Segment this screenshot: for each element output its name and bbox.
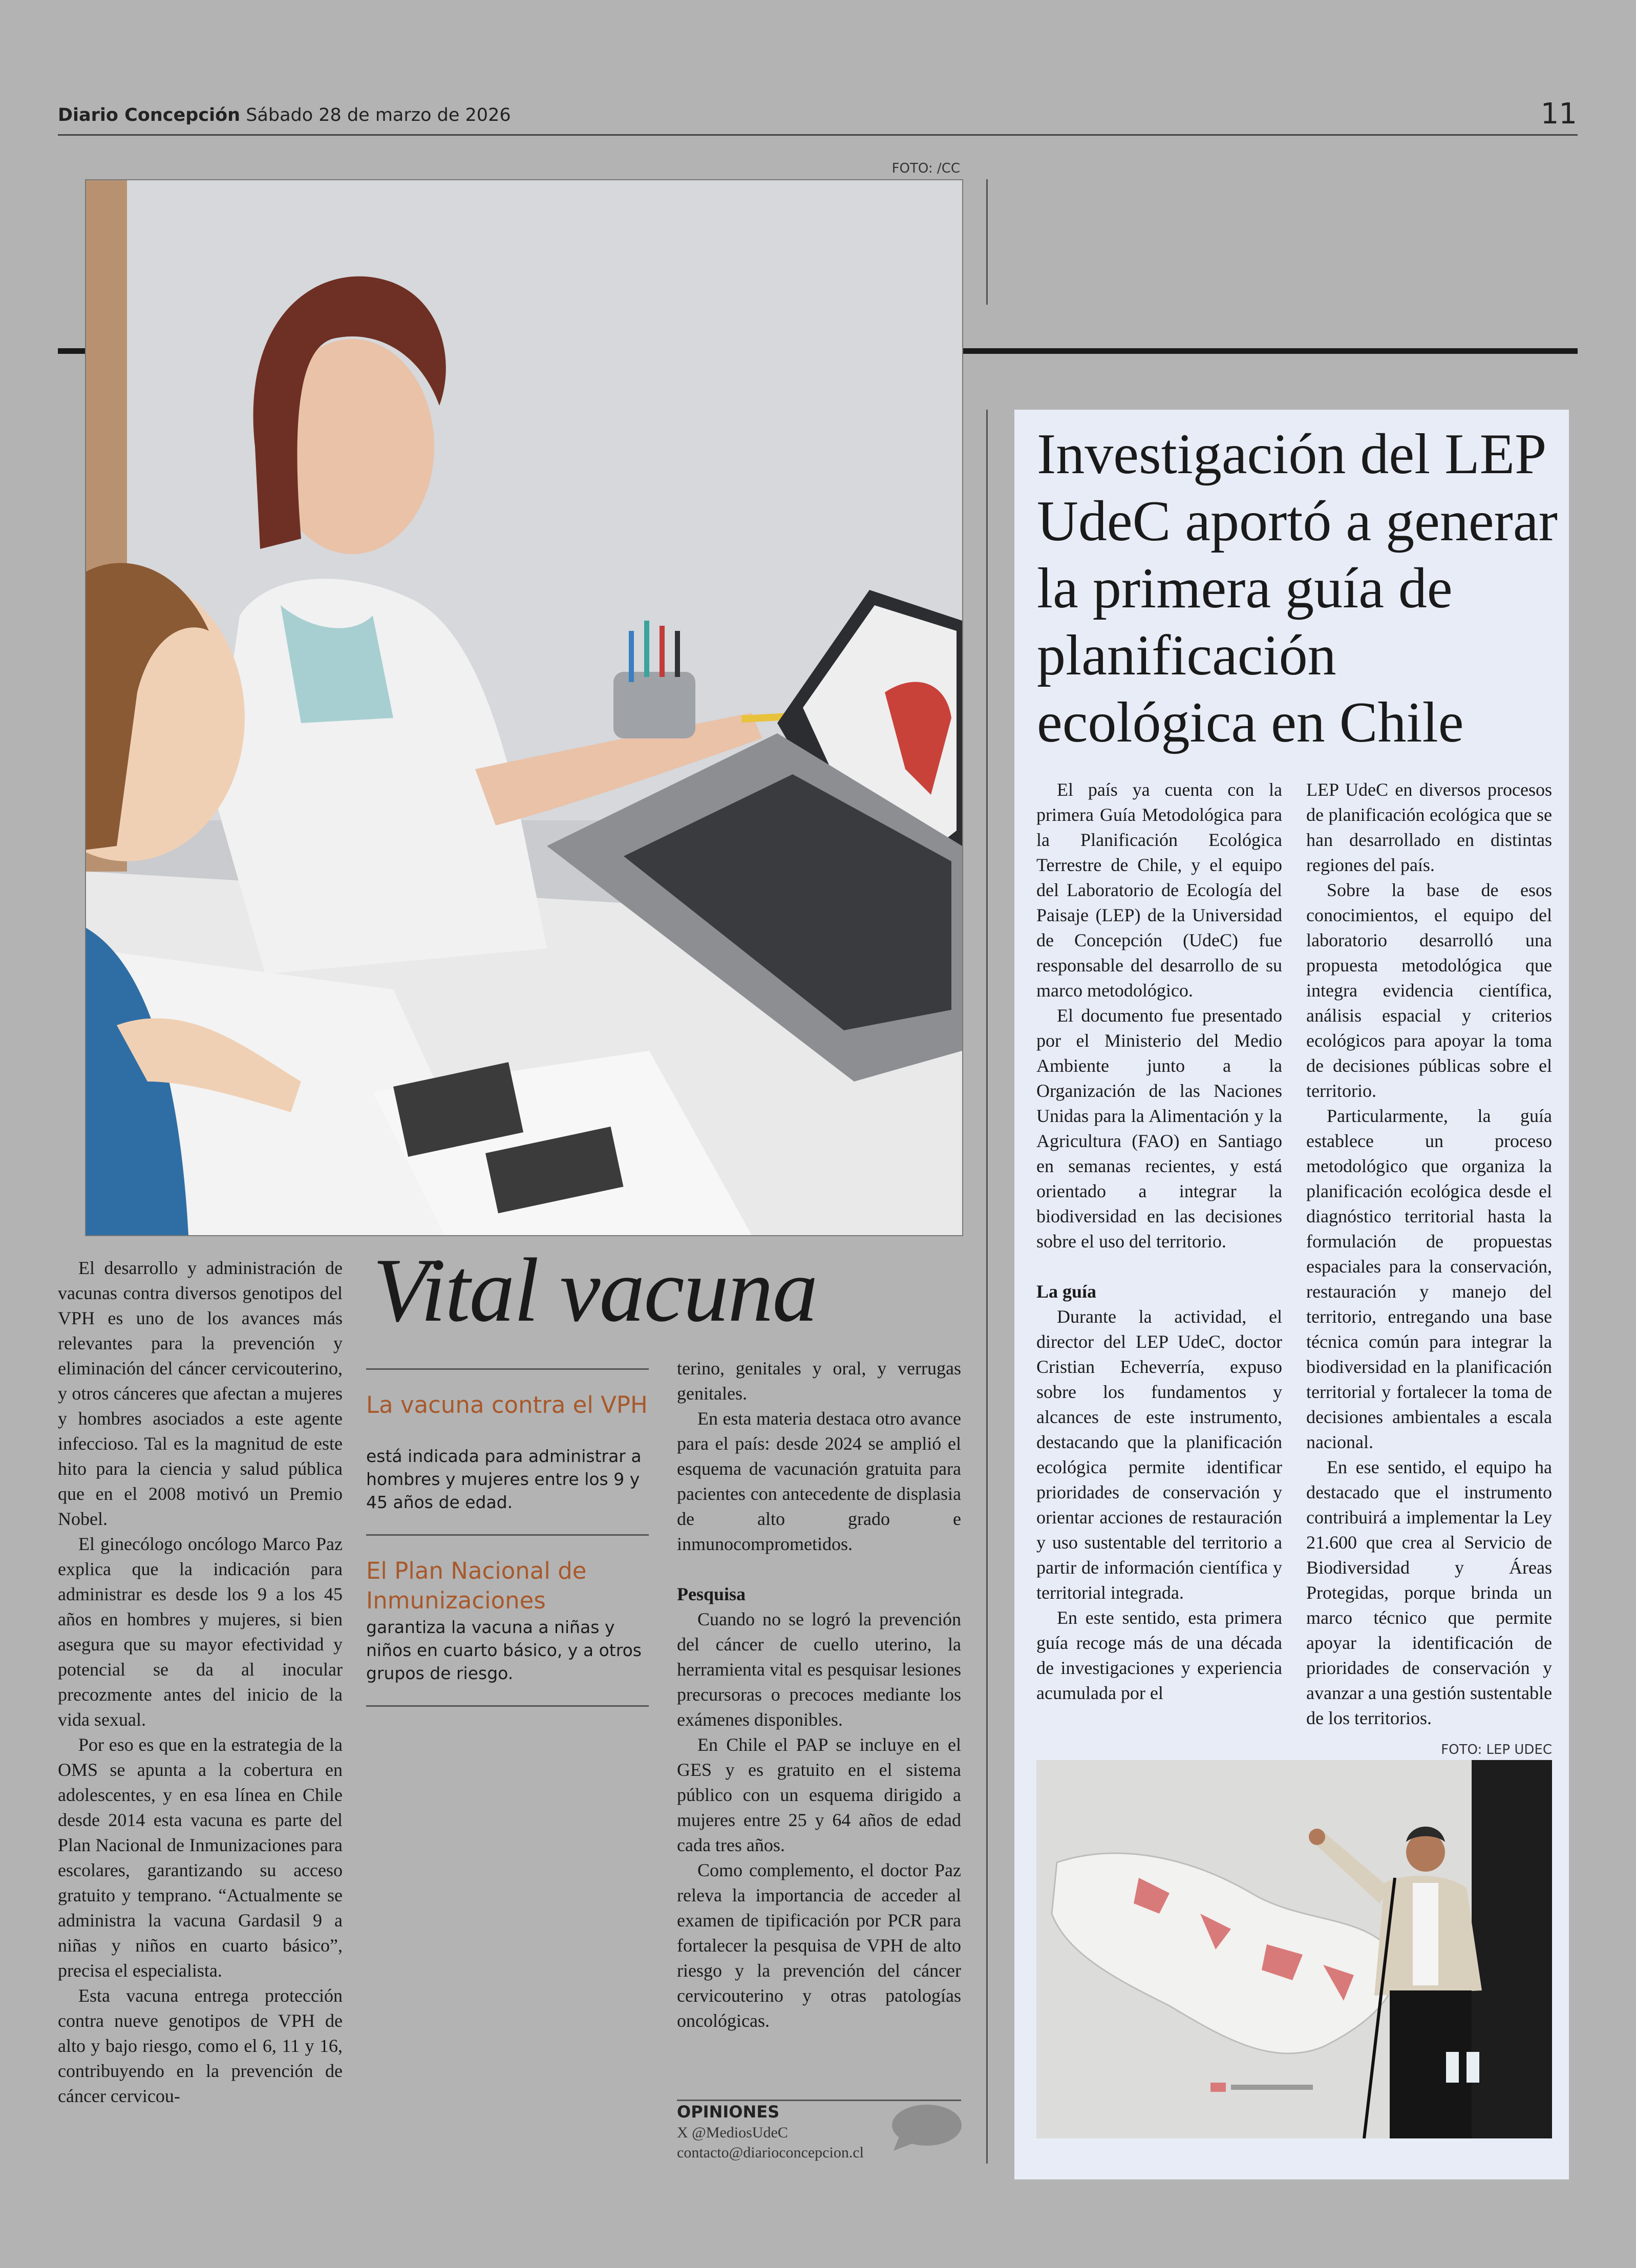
social-handle[interactable]: X @MediosUdeC [677,2124,788,2141]
right-article-column-1 [1036,777,1282,1706]
paragraph: El ginecólogo oncólogo Marco Paz explica que la indicación para administrar es desde los 9 a los 45 años en hombres y mujeres, si bien asegura que su mayor efectividad y potencial se da al inocular precozmente antes del inicio de la vida sexual. [58,1534,343,1730]
paragraph: El documento fue presentado por el Ministerio del Medio Ambiente junto a la Organización de las Naciones Unidas para la Alimentación y la Agricultura (FAO) en Santiago en semanas recientes, y está orientado a integrar la biodiversidad en las decisiones sobre el uso del territorio. [1036,1005,1282,1252]
right-article-headline: Investigación del LEP UdeC aportó a generar la primera guía de planificación ecológica en Chile [1037,422,1558,754]
photo-credit: FOTO: /CC [891,161,960,176]
paragraph: Esta vacuna entrega protección contra nueve genotipos de VPH de alto y bajo riesgo, como el 6, 11 y 16, contribuyendo en la prevención de cáncer cervicou- [58,1985,343,2106]
opiniones-label: OPINIONES [677,2102,780,2122]
paragraph: En esta materia destaca otro avance para el país: desde 2024 se amplió el esquema de vacunación gratuita para pacientes con antecedente de displasia de alto grado e inmunocomprometidos. [677,1408,961,1554]
speaker-presentation-illustration [1036,1760,1552,2138]
paragraph: En Chile el PAP se incluye en el GES y es gratuito en el sistema público con un esquema dirigido a mujeres entre 25 y 64 años de edad cada tres años. [677,1734,961,1855]
paragraph: terino, genitales y oral, y verrugas genitales. [677,1358,961,1404]
paragraph: El desarrollo y administración de vacunas contra diversos genotipos del VPH es uno de los avances más relevantes para la prevención y eliminación del cáncer cervicouterino, y otros cánceres que afectan a mujeres y hombres asociados a este agente infeccioso. Tal es la magnitud de este hito para la ciencia y salud pública que en el 2008 motivó un Premio Nobel. [58,1258,343,1529]
paragraph: Por eso es que en la estrategia de la OMS se apunta a la cobertura en adolescentes, y en esa línea en Chile desde 2014 esta vacuna es parte del Plan Nacional de Inmunizaciones para escolares, garantizando su acceso gratuito y temprano. “Actualmente se administra la vacuna Gardasil 9 a niñas y niños en cuarto básico”, precisa el especialista. [58,1734,343,1981]
sidebar-heading-2: El Plan Nacional de Inmunizaciones [366,1557,587,1614]
article-title: Vital vacuna [373,1239,817,1341]
speech-bubble-icon [888,2104,963,2153]
paper-name: Diario Concepción [58,105,241,125]
paragraph: Cuando no se logró la prevención del cáncer de cuello uterino, la herramienta vital es pesquisar lesiones precursoras o precoces mediante los exámenes disponibles. [677,1609,961,1730]
left-article-column-1 [58,1256,343,2109]
section-rule-right [961,348,1578,354]
sidebar-facts [366,1368,649,1707]
header-rule [58,134,1578,136]
column-divider [986,410,988,2164]
issue-date: Sábado 28 de marzo de 2026 [246,105,511,125]
paragraph: El país ya cuenta con la primera Guía Metodológica para la Planificación Ecológica Terrestre de Chile, y el equipo del Laboratorio de Ecología del Paisaje (LEP) de la Universidad de Concepción (UdeC) fue responsable del desarrollo de su marco metodológico. [1036,779,1282,1001]
doctor-consultation-illustration [86,180,962,1235]
article-photo-doctor [85,179,963,1236]
section-rule-left [58,348,86,354]
left-article-column-3 [677,1356,961,2033]
opiniones-rule [677,2100,961,2101]
paragraph: Durante la actividad, el director del LEP UdeC, doctor Cristian Echeverría, expuso sobre los fundamentos y alcances de este instrumento, destacando que la planificación ecológica permite identificar prioridades de conservación y orientar acciones de restauración y uso sustentable del territorio a partir de información científica y territorial integrada. [1036,1306,1282,1603]
paragraph: LEP UdeC en diversos procesos de planificación ecológica que se han desarrollado en distintas regiones del país. [1306,779,1552,875]
contact-email[interactable]: contacto@diarioconcepcion.cl [677,2144,864,2161]
sidebar-text-1: está indicada para administrar a hombres y mujeres entre los 9 y 45 años de edad. [366,1446,642,1512]
sidebar-rule [366,1534,649,1536]
paragraph: En ese sentido, el equipo ha destacado que el instrumento contribuirá a implementar la Ley 21.600 que crea al Servicio de Biodiversidad y Áreas Protegidas, porque brinda un marco técnico que permite apoyar la identificación de prioridades de conservación y avanzar a una gestión sustentable de los territorios. [1306,1457,1552,1728]
page-header [58,105,511,125]
paragraph: En este sentido, esta primera guía recoge más de una década de investigaciones y experiencia acumulada por el [1036,1607,1282,1703]
right-article-column-2 [1306,777,1552,1731]
paragraph: Sobre la base de esos conocimientos, el equipo del laboratorio desarrolló una propuesta metodológica que integra evidencia científica, análisis espacial y criterios ecológicos para apoyar la toma de decisiones públicas sobre el territorio. [1306,880,1552,1101]
subhead-la-guia: La guía [1036,1281,1097,1302]
sidebar-heading-1: La vacuna contra el VPH [366,1391,648,1418]
column-divider-top [986,179,988,305]
subhead-pesquisa: Pesquisa [677,1584,746,1604]
article-photo-speaker [1036,1760,1552,2138]
right-photo-credit: FOTO: LEP UDEC [1441,1742,1552,1757]
sidebar-rule [366,1705,649,1707]
paragraph: Como complemento, el doctor Paz releva la importancia de acceder al examen de tipificación por PCR para fortalecer la pesquisa de VPH de alto riesgo y la prevención del cáncer cervicouterino y otras patologías oncológicas. [677,1860,961,2031]
paragraph: Particularmente, la guía establece un proceso metodológico que organiza la planificación ecológica desde el diagnóstico territorial hasta la formulación de propuestas espaciales para la conservación, restauración y manejo del territorio, entregando una base técnica común para integrar la biodiversidad en la planificación territorial y fortalecer la toma de decisiones ambientales a escala nacional. [1306,1106,1552,1452]
sidebar-rule [366,1368,649,1370]
page-number: 11 [1540,97,1577,131]
sidebar-text-2: garantiza la vacuna a niñas y niños en cuarto básico, y a otros grupos de riesgo. [366,1617,642,1683]
opiniones-block [677,2102,864,2163]
